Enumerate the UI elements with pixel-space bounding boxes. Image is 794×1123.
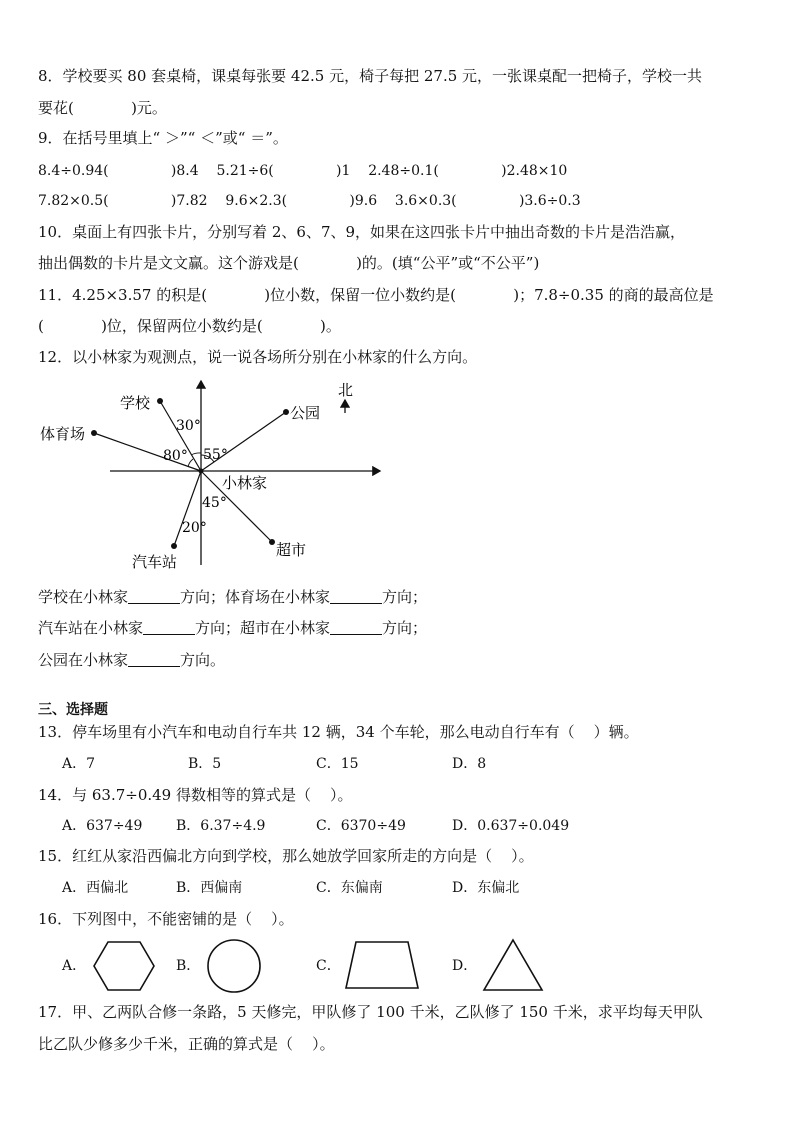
angle-45: 45° <box>202 495 227 511</box>
circle-shape[interactable] <box>206 938 262 994</box>
label-stadium: 体育场 <box>40 425 86 443</box>
q11-line1: 11．4.25×3.57 的积是( )位小数，保留一位小数约是( )；7.8÷0.35 的商的最高位是 <box>38 286 714 304</box>
q12-answer-line3: 公园在小林家 方向。 <box>38 651 226 669</box>
direction-diagram <box>30 375 410 585</box>
q9-stem: 9．在括号里填上“ ＞”“ ＜”或“ ＝”。 <box>38 129 288 147</box>
angle-30: 30° <box>176 418 201 434</box>
label-school: 学校 <box>120 394 151 412</box>
q13-option-a[interactable]: A．7 <box>62 756 96 772</box>
point-supermarket <box>269 539 275 545</box>
q14-option-c[interactable]: C．6370÷49 <box>316 818 406 834</box>
answer-blank-school[interactable] <box>128 589 180 604</box>
q15-option-d[interactable]: D．东偏北 <box>452 880 520 896</box>
q17-line1: 17．甲、乙两队合修一条路，5 天修完，甲队修了 100 千米，乙队修了 150 千米，求平均每天甲队 <box>38 1003 703 1021</box>
q9-row1: 8.4÷0.94( )8.4 5.21÷6( )1 2.48÷0.1( )2.48×10 <box>38 163 568 179</box>
q16-option-b[interactable]: B． <box>176 958 201 974</box>
label-supermarket: 超市 <box>276 541 307 559</box>
q13-option-d[interactable]: D．8 <box>452 756 487 772</box>
triangle-shape[interactable] <box>482 938 544 992</box>
q11-line2: ( )位，保留两位小数约是( )。 <box>38 317 341 335</box>
q13-option-c[interactable]: C．15 <box>316 756 359 772</box>
q16-option-c[interactable]: C． <box>316 958 341 974</box>
q9-row2: 7.82×0.5( )7.82 9.6×2.3( )9.6 3.6×0.3( )3.6÷0.3 <box>38 193 581 209</box>
q14-stem: 14．与 63.7÷0.49 得数相等的算式是（ ）。 <box>38 786 353 804</box>
q12-stem: 12．以小林家为观测点，说一说各场所分别在小林家的什么方向。 <box>38 348 478 366</box>
q12-answer-line2: 汽车站在小林家 方向；超市在小林家 方向； <box>38 619 428 637</box>
trapezoid-shape[interactable] <box>344 940 420 990</box>
q15-option-b[interactable]: B．西偏南 <box>176 880 243 896</box>
q15-option-a[interactable]: A．西偏北 <box>62 880 129 896</box>
q17-line2: 比乙队少修多少千米，正确的算式是（ ）。 <box>38 1035 335 1053</box>
angle-55: 55° <box>203 447 228 463</box>
q13-option-b[interactable]: B．5 <box>188 756 222 772</box>
north-label: 北 <box>338 381 354 399</box>
answer-blank-park[interactable] <box>128 652 180 667</box>
point-school <box>157 398 163 404</box>
q14-option-b[interactable]: B．6.37÷4.9 <box>176 818 266 834</box>
label-park: 公园 <box>290 404 321 422</box>
q8-line1: 8．学校要买 80 套桌椅，课桌每张要 42.5 元，椅子每把 27.5 元，一张课桌配一把椅子，学校一共 <box>38 67 703 85</box>
q16-option-d[interactable]: D． <box>452 958 478 974</box>
angle-80: 80° <box>163 448 188 464</box>
hexagon-shape[interactable] <box>92 940 156 992</box>
q10-line2: 抽出偶数的卡片是文文赢。这个游戏是( )的。(填“公平”或“不公平”) <box>38 254 540 272</box>
q12-answer-line1: 学校在小林家 方向；体育场在小林家 方向； <box>38 588 428 606</box>
q16-option-a[interactable]: A． <box>62 958 87 974</box>
section-3-title: 三、选择题 <box>38 702 108 718</box>
q10-line1: 10．桌面上有四张卡片，分别写着 2、6、7、9，如果在这四张卡片中抽出奇数的卡片是浩浩赢， <box>38 223 686 241</box>
label-bus-station: 汽车站 <box>132 553 178 571</box>
point-bus-station <box>171 543 177 549</box>
label-home: 小林家 <box>222 474 268 492</box>
q14-option-d[interactable]: D．0.637÷0.049 <box>452 818 570 834</box>
angle-20: 20° <box>182 520 207 536</box>
q14-option-a[interactable]: A．637÷49 <box>62 818 143 834</box>
q8-line2: 要花( )元。 <box>38 99 167 117</box>
answer-blank-bus-station[interactable] <box>143 620 195 635</box>
answer-blank-stadium[interactable] <box>330 589 382 604</box>
point-park <box>283 409 289 415</box>
point-stadium <box>91 430 97 436</box>
answer-blank-supermarket[interactable] <box>330 620 382 635</box>
q15-stem: 15．红红从家沿西偏北方向到学校，那么她放学回家所走的方向是（ ）。 <box>38 847 534 865</box>
q15-option-c[interactable]: C．东偏南 <box>316 880 383 896</box>
q16-stem: 16．下列图中，不能密铺的是（ ）。 <box>38 910 294 928</box>
q13-stem: 13．停车场里有小汽车和电动自行车共 12 辆，34 个车轮，那么电动自行车有（ ）辆。 <box>38 723 639 741</box>
